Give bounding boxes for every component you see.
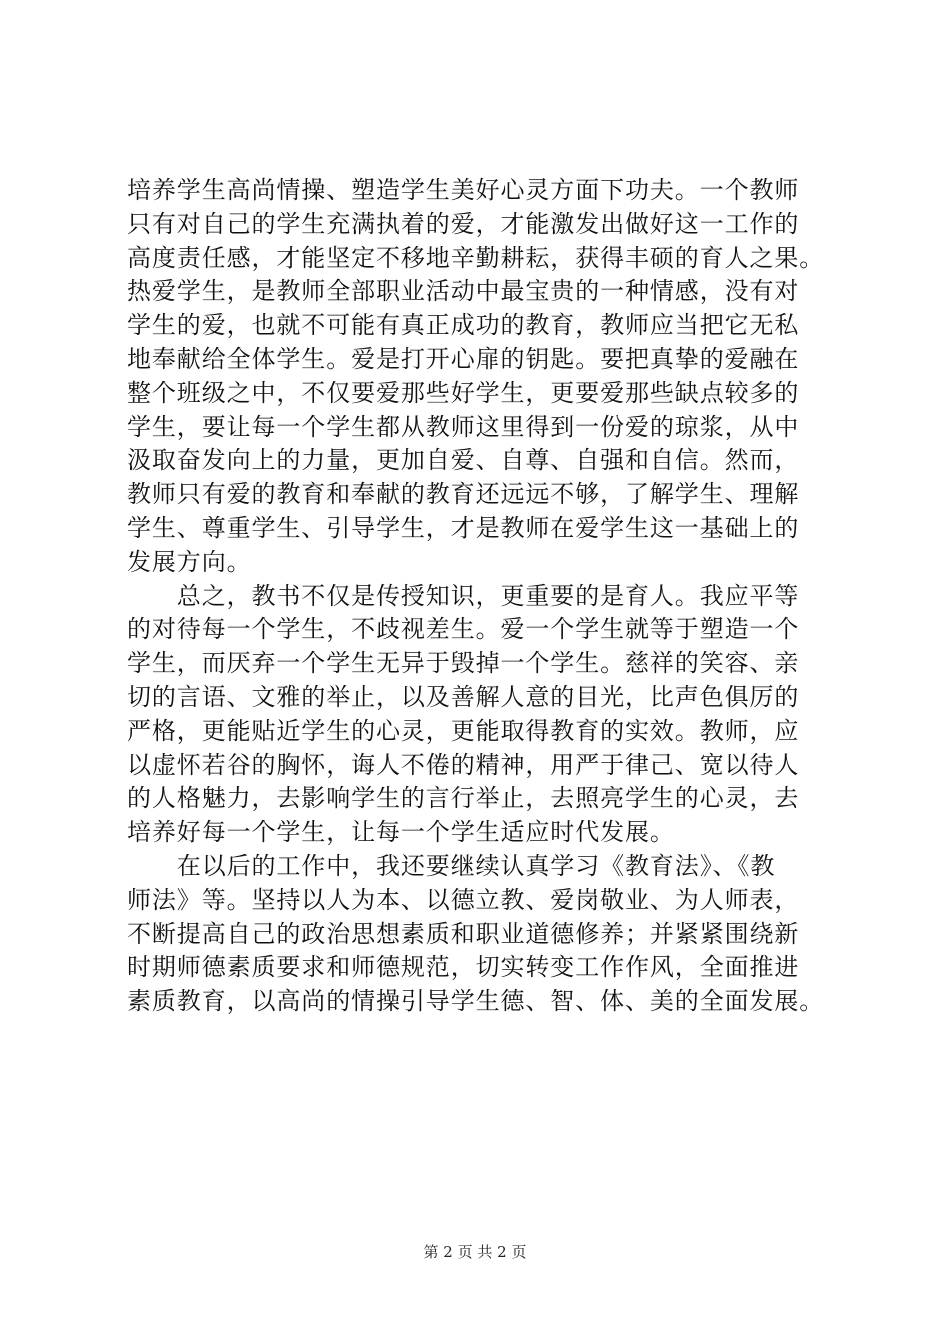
document-body: [127, 174, 847, 1019]
text-line: 在以后的工作中，我还要继续认真学习《教育法》、《教: [127, 851, 776, 880]
text-line: 培养好每一个学生，让每一个学生适应时代发展。: [127, 818, 675, 847]
text-line: 学生，而厌弃一个学生无异于毁掉一个学生。慈祥的笑容、亲: [127, 649, 800, 678]
text-line: 培养学生高尚情操、塑造学生美好心灵方面下功夫。一个教师: [127, 176, 800, 204]
text-line: 学生，要让每一个学生都从教师这里得到一份爱的琼浆，从中: [127, 412, 800, 441]
text-line: 切的言语、文雅的举止，以及善解人意的目光，比声色俱厉的: [127, 682, 800, 711]
text-line: 不断提高自己的政治思想素质和职业道德修养；并紧紧围绕新: [127, 919, 800, 948]
text-line: 时期师德素质要求和师德规范，切实转变工作作风，全面推进: [127, 953, 800, 982]
text-line: 学生的爱，也就不可能有真正成功的教育，教师应当把它无私: [127, 311, 800, 340]
text-line: 发展方向。: [127, 547, 252, 576]
text-line: 地奉献给全体学生。爱是打开心扉的钥匙。要把真挚的爱融在: [127, 344, 800, 373]
text-line: 的对待每一个学生，不歧视差生。爱一个学生就等于塑造一个: [127, 615, 800, 644]
text-line: 师法》等。坚持以人为本、以德立教、爱岗敬业、为人师表，: [127, 885, 800, 914]
text-line: 汲取奋发向上的力量，更加自爱、自尊、自强和自信。然而，: [127, 446, 800, 475]
text-line: 总之，教书不仅是传授知识，更重要的是育人。我应平等: [127, 581, 800, 610]
text-line: 以虚怀若谷的胸怀，诲人不倦的精神，用严于律己、宽以待人: [127, 750, 800, 779]
text-line: 高度责任感，才能坚定不移地辛勤耕耘，获得丰硕的育人之果。: [127, 243, 825, 272]
text-line: 素质教育，以高尚的情操引导学生德、智、体、美的全面发展。: [127, 987, 825, 1016]
text-line: 严格，更能贴近学生的心灵，更能取得教育的实效。教师，应: [127, 716, 800, 745]
text-line: 整个班级之中，不仅要爱那些好学生，更要爱那些缺点较多的: [127, 378, 800, 407]
text-line: 教师只有爱的教育和奉献的教育还远远不够，了解学生、理解: [127, 480, 800, 509]
text-line: 学生、尊重学生、引导学生，才是教师在爱学生这一基础上的: [127, 513, 800, 542]
text-line: 的人格魅力，去影响学生的言行举止，去照亮学生的心灵，去: [127, 784, 800, 813]
page-number-footer: 第 2 页 共 2 页: [423, 1243, 527, 1261]
text-line: 热爱学生，是教师全部职业活动中最宝贵的一种情感，没有对: [127, 277, 800, 306]
text-line: 只有对自己的学生充满执着的爱，才能激发出做好这一工作的: [127, 209, 800, 238]
